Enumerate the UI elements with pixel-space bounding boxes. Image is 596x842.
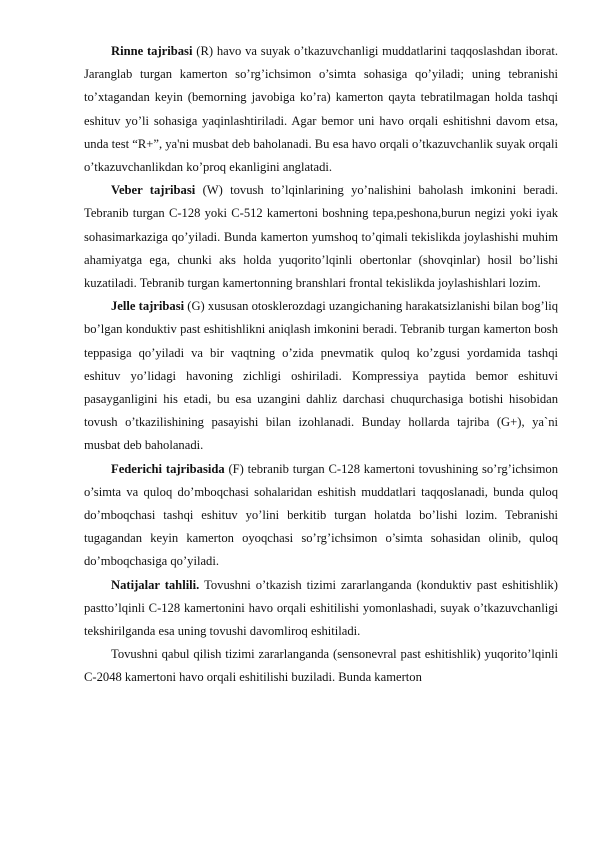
term-weber-test: Veber tajribasi [111, 183, 196, 198]
paragraph-text: Tovushni o’tkazish tizimi zararlanganda (konduktiv past eshitishlik) pastto’lqinli C-128 kamertonini havo orqali eshitilishi yomonlashadi, suyak o’tkazuvchanligi tekshirilganda esa uning tovushi davomliroq eshitiladi. [84, 577, 558, 639]
paragraph-gelle-test [84, 295, 558, 457]
paragraph-text: Tovushni qabul qilish tizimi zararlanganda (sensonevral past eshitishlik) yuqorito’lqinli C-2048 kamertoni havo orqali eshitilishi buziladi. Bunda kamerton [84, 647, 558, 685]
document-page [84, 40, 558, 690]
paragraph-text: (R) havo va suyak o’tkazuvchanligi muddatlarini taqqoslashdan iborat. Jaranglab turgan kamerton so’rg’ichsimon o’simta sohasiga qo’yiladi; uning tebranishi to’xtagandan keyin (bemorning javobiga ko’ra) kamerton qayta tebratilmagan holda tashqi eshituv yo’li sohasiga yaqinlashtiriladi. Agar bemor uni havo orqali eshitishni davom etsa, unda test “R+”, ya'ni musbat deb baholanadi. Bu esa havo orqali o’tkazuvchanlik suyak orqali o’tkazuvchanlikdan ko’proq ekanligini anglatadi. [84, 44, 558, 175]
paragraph-results-analysis [84, 574, 558, 644]
term-gelle-test: Jelle tajribasi [111, 299, 185, 314]
paragraph-sensorineural [84, 643, 558, 689]
paragraph-text: (F) tebranib turgan C-128 kamertoni tovushining so’rg’ichsimon o’simta va quloq do’mboqchasi sohalaridan eshitish muddatlari taqqoslanadi, bunda quloq do’mboqchasi tashqi eshituv yo’lini berkitib turgan holatda bo’lishi lozim. Tebranishi tugagandan keyin kamerton oyoqchasi so’rg’ichsimon o’simta sohasidan olinib, quloq do’mboqchasiga qo’yiladi. [84, 461, 558, 569]
term-results-analysis: Natijalar tahlili. [111, 577, 200, 592]
term-federici-test: Federichi tajribasida [111, 461, 225, 476]
paragraph-text: (G) xususan otosklerozdagi uzangichaning harakatsizlanishi bilan bog’liq bo’lgan konduktiv past eshitishlikni aniqlash imkonini beradi. Tebranib turgan kamerton bosh teppasiga qo’yiladi va bir vaqtning o’zida pnevmatik quloq ko’zgusi yordamida tashqi eshituv yo’lidagi havoning zichligi oshiriladi. Kompressiya paytida bemor eshituvi pasayganligini his etadi, bu esa uzangini dahliz darchasi chuqurchasiga botishi hisobidan tovush o’tkazilishining pasayishi bilan izohlanadi. Bunday hollarda tajriba (G+), ya`ni musbat deb baholanadi. [84, 299, 558, 453]
paragraph-text: (W) tovush to’lqinlarining yo’nalishini baholash imkonini beradi. Tebranib turgan C-128 yoki C-512 kamertoni boshning tepa,peshona,burun negizi yoki iyak sohasimarkaziga qo’yiladi. Bunda kamerton yumshoq to’qimali tekislikda joylashishi muhim ahamiyatga ega, chunki aks holda yuqorito’lqinli obertonlar (shovqinlar) hosil bo’lishi kuzatiladi. Tebranib turgan kamertonning branshlari frontal tekislikda joylashishlari lozim. [84, 183, 558, 291]
term-rinne-test: Rinne tajribasi [111, 44, 193, 58]
paragraph-rinne-test [84, 40, 558, 179]
paragraph-federici-test [84, 458, 558, 574]
paragraph-weber-test [84, 179, 558, 295]
